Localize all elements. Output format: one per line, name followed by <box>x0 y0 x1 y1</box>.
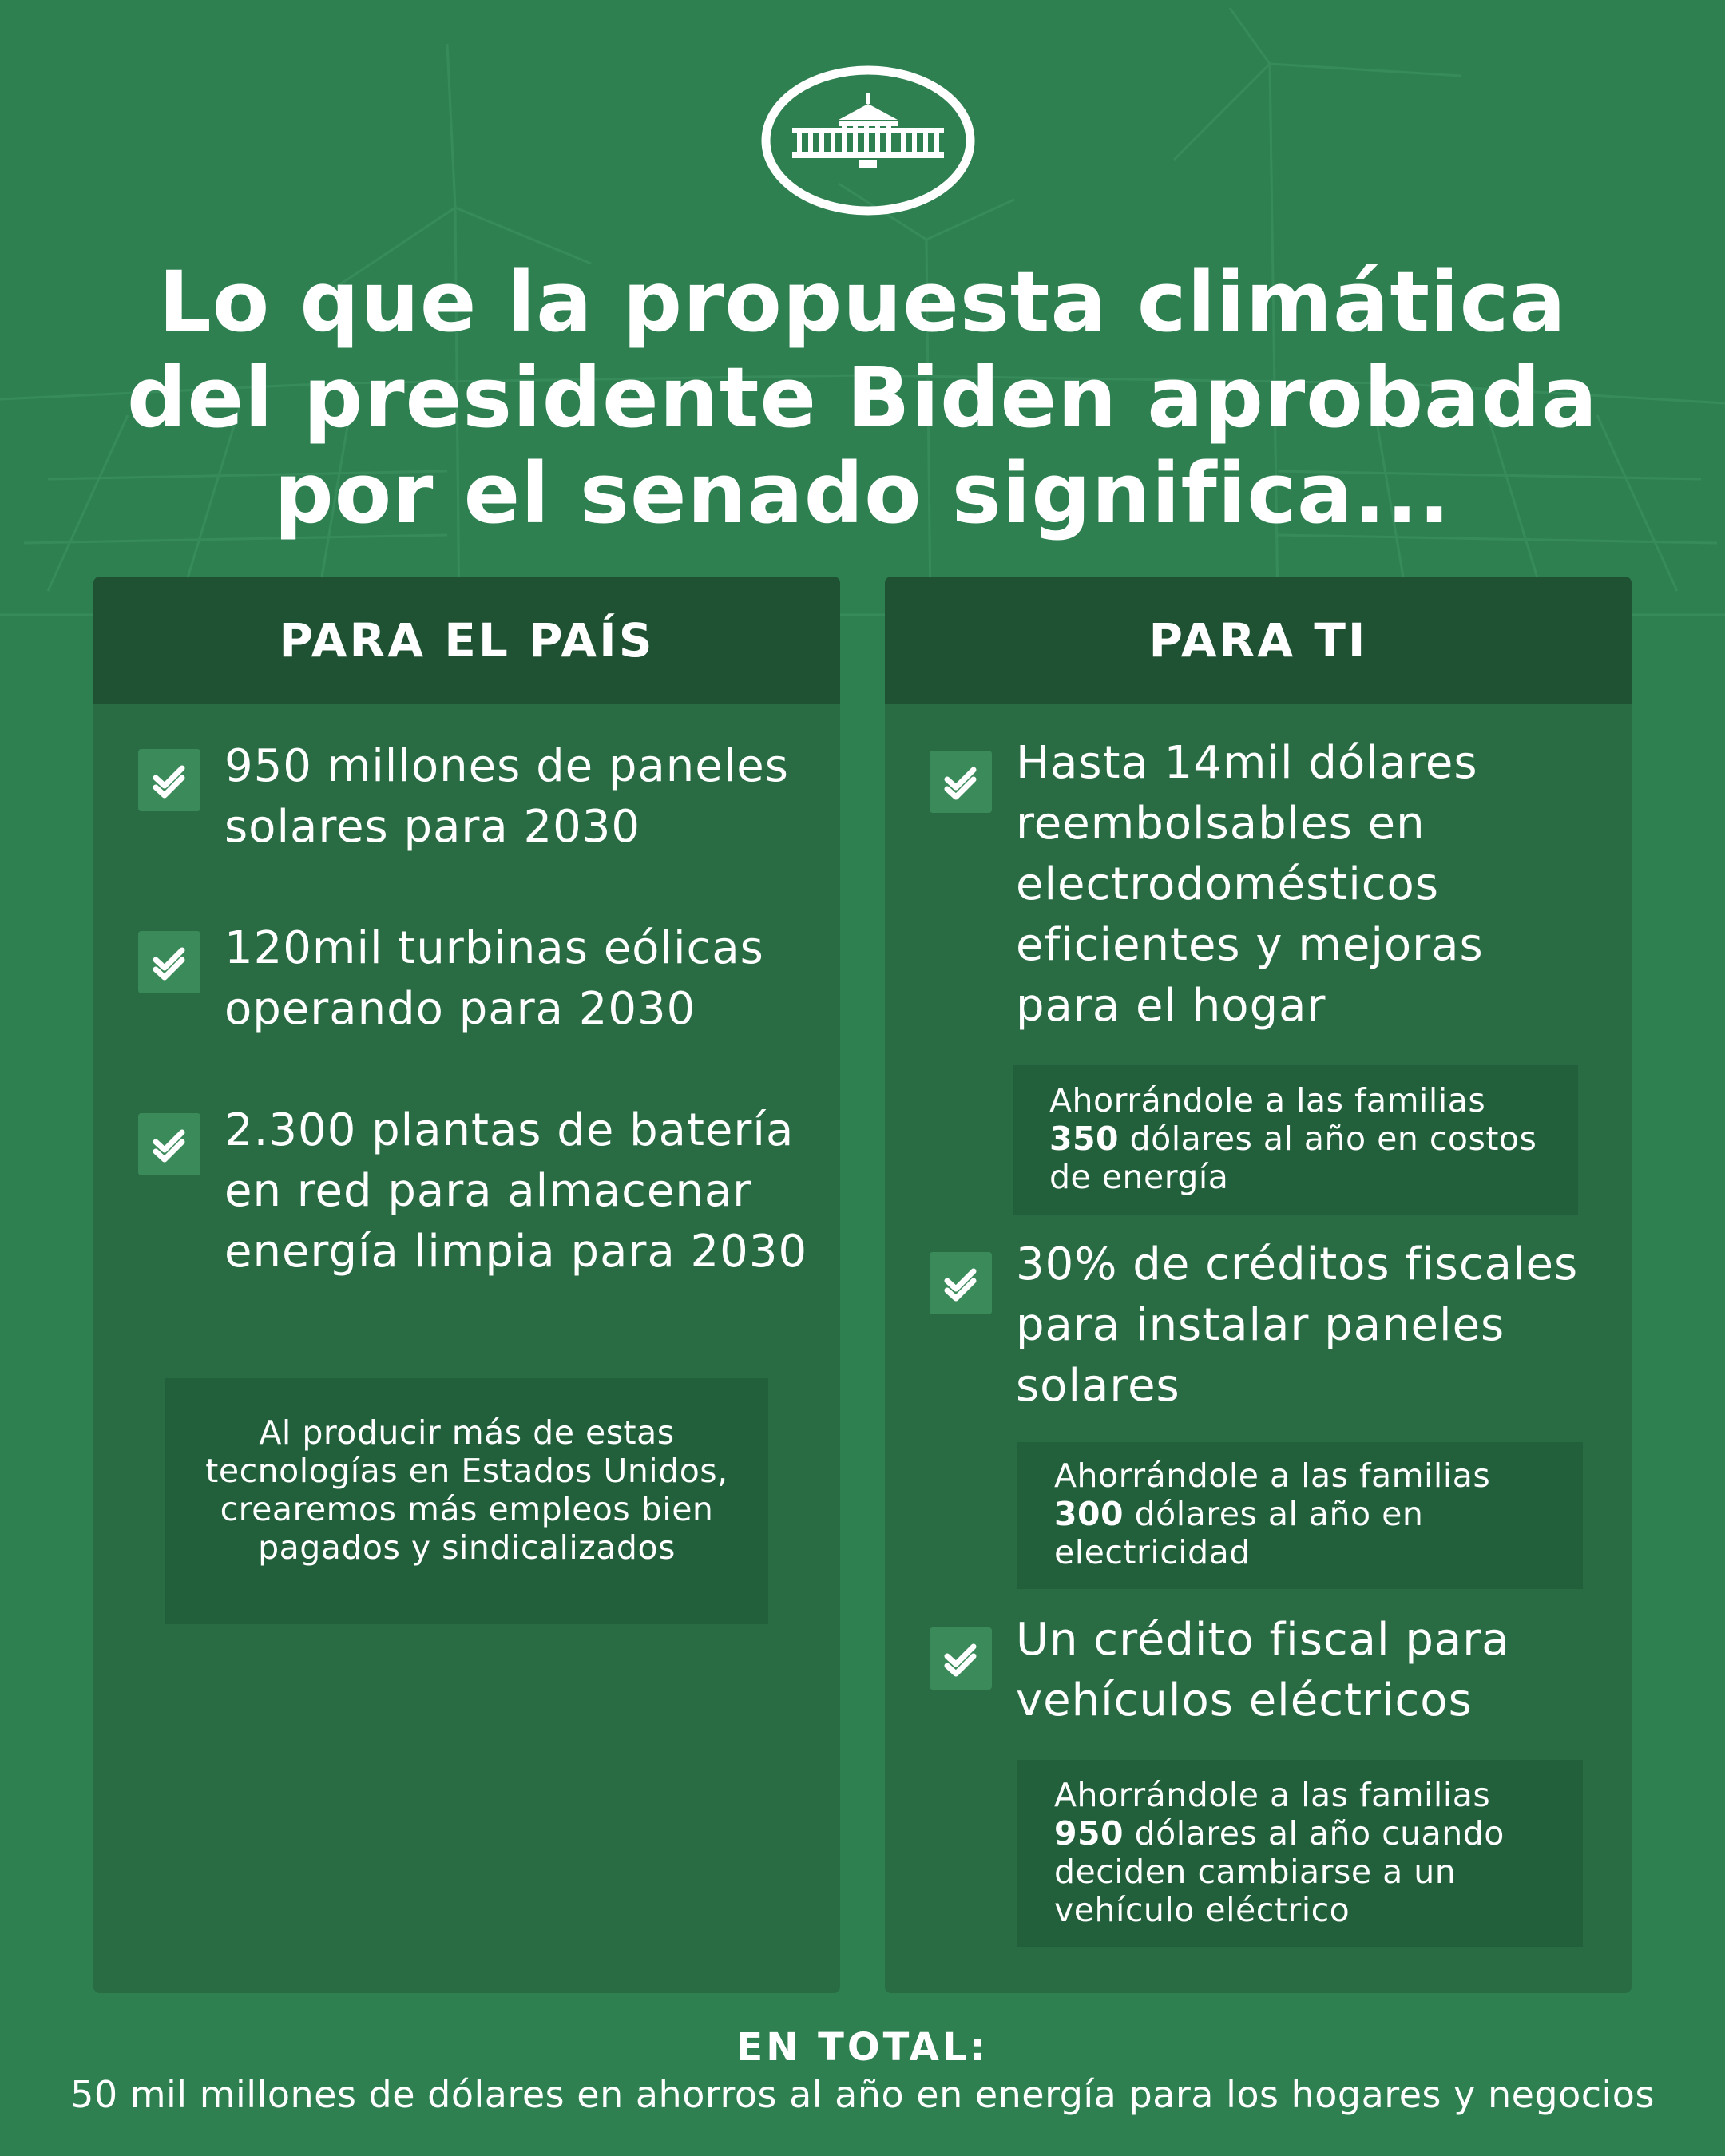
list-item-text: Hasta 14mil dólares reembolsables en electrodomésticos eficientes y mejoras para el hogar <box>1016 737 1484 1032</box>
panel-for-you <box>885 577 1632 1993</box>
check-icon <box>138 931 200 993</box>
panel-header: PARA EL PAÍS <box>93 577 840 704</box>
savings-note-prefix: Ahorrándole a las familias <box>1054 1456 1491 1495</box>
check-icon <box>930 751 992 813</box>
savings-note <box>1013 1065 1578 1215</box>
savings-note-prefix: Ahorrándole a las familias <box>1049 1081 1486 1120</box>
savings-note-suffix: dólares al año en costos de energía <box>1049 1120 1537 1196</box>
list-item-text: Un crédito fiscal para vehículos eléctricos <box>1016 1614 1510 1726</box>
savings-amount: 350 <box>1049 1120 1120 1158</box>
white-house-icon <box>759 62 978 219</box>
list-item-text: 120mil turbinas eólicas operando para 2030 <box>224 922 764 1035</box>
page-title <box>96 254 1629 541</box>
list-item-text: 950 millones de paneles solares para 2030 <box>224 740 789 853</box>
total-summary <box>0 2024 1725 2117</box>
savings-amount: 950 <box>1054 1814 1124 1853</box>
page-title-line-3: por el senado significa... <box>274 445 1451 542</box>
check-icon <box>930 1252 992 1314</box>
panel-header: PARA TI <box>885 577 1632 704</box>
page-title-line-1: Lo que la propuesta climática <box>158 253 1567 351</box>
savings-note <box>1017 1760 1583 1947</box>
savings-note-prefix: Ahorrándole a las familias <box>1054 1776 1491 1814</box>
list-item-text: 2.300 plantas de batería en red para almacenar energía limpia para 2030 <box>224 1104 808 1278</box>
savings-amount: 300 <box>1054 1495 1124 1533</box>
savings-note-suffix: dólares al año en electricidad <box>1054 1495 1424 1571</box>
list-item-text: 30% de créditos fiscales para instalar paneles solares <box>1016 1239 1579 1412</box>
jobs-note: Al producir más de estas tecnologías en Estados Unidos, crearemos más empleos bien pagados y sindicalizados <box>165 1378 768 1624</box>
savings-note-suffix: dólares al año cuando deciden cambiarse a un vehículo eléctrico <box>1054 1814 1505 1929</box>
check-icon <box>138 749 200 811</box>
savings-note <box>1017 1442 1583 1589</box>
total-label: EN TOTAL: <box>736 2025 989 2070</box>
total-text: 50 mil millones de dólares en ahorros al año en energía para los hogares y negocios <box>70 2073 1655 2116</box>
check-icon <box>138 1113 200 1175</box>
page-title-line-2: del presidente Biden aprobada <box>127 349 1598 446</box>
check-icon <box>930 1627 992 1690</box>
panel-for-the-country <box>93 577 840 1993</box>
